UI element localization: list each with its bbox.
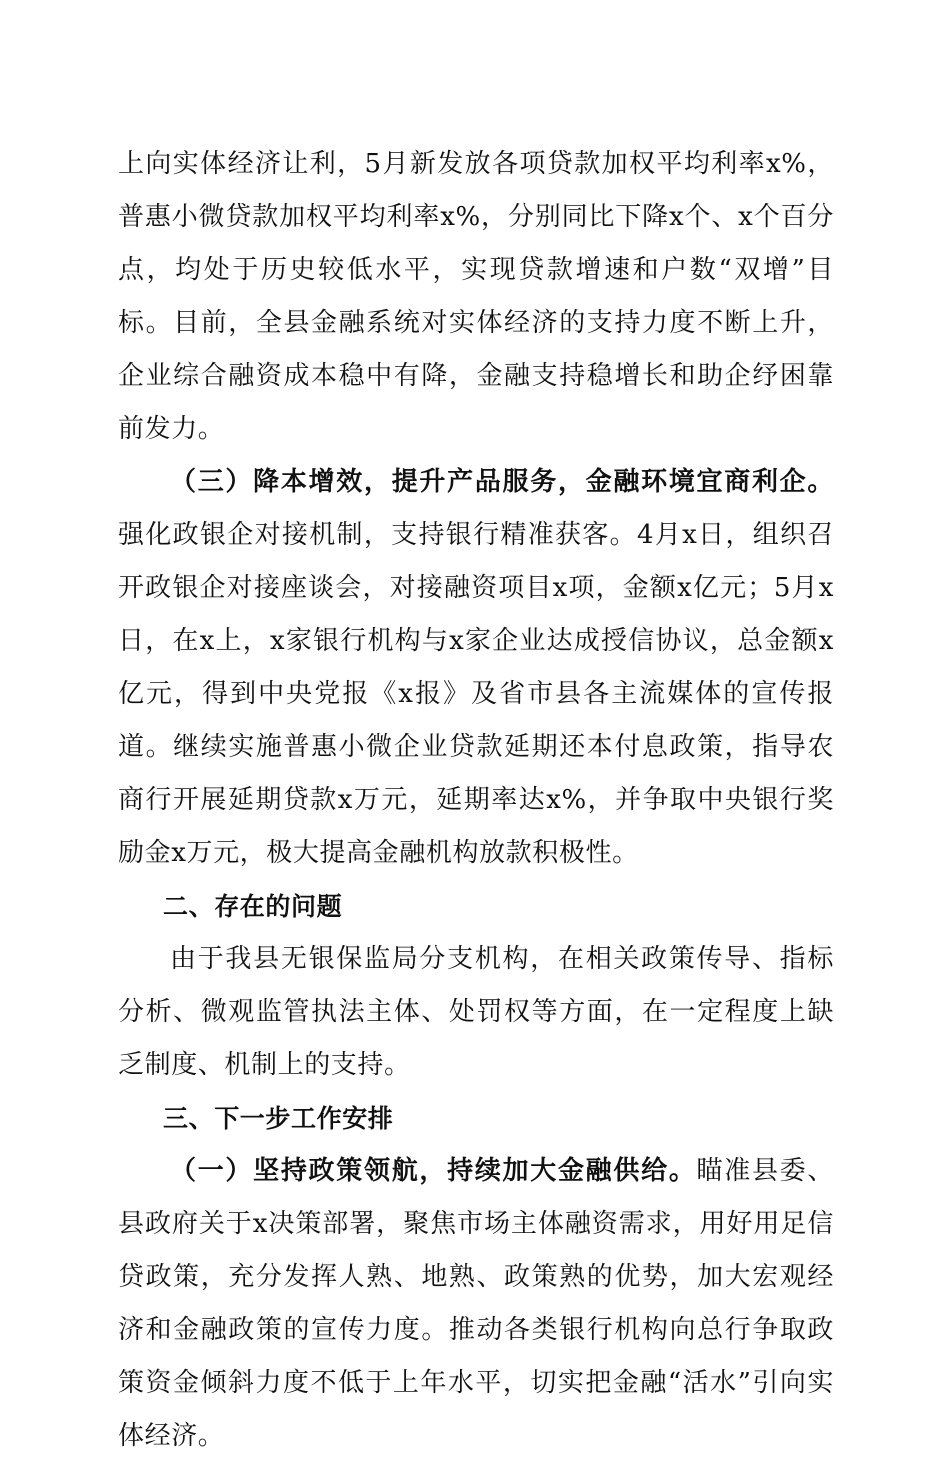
- paragraph-lead-heading: （一）坚持政策领航，持续加大金融供给。: [170, 1156, 697, 1186]
- section-heading-problems: 二、存在的问题: [163, 892, 343, 921]
- paragraph-interest-rates: 上向实体经济让利，5月新发放各项贷款加权平均利率x%，普惠小微贷款加权平均利率x%，分别同比下降x个、x个百分点，均处于历史较低水平，实现贷款增速和户数“双增”目标。目前，全县金融系统对实体经济的支持力度不断上升，企业综合融资成本稳中有降，金融支持稳增长和助企纾困靠前发力。: [118, 149, 834, 444]
- paragraph-lead-heading: （三）降本增效，提升产品服务，金融环境宜商利企。: [170, 467, 834, 497]
- paragraph-body: 瞄准县委、县政府关于x决策部署，聚焦市场主体融资需求，用好用足信贷政策，充分发挥人熟、地熟、政策熟的优势，加大宏观经济和金融政策的宣传力度。推动各类银行机构向总行争取政策资金倾斜力度不低于上年水平，切实把金融“活水”引向实体经济。: [118, 1156, 834, 1451]
- paragraph-problems: 由于我县无银保监局分支机构，在相关政策传导、指标分析、微观监管执法主体、处罚权等方面，在一定程度上缺乏制度、机制上的支持。: [118, 944, 834, 1080]
- document-page: [118, 138, 834, 1463]
- paragraph-body: 强化政银企对接机制，支持银行精准获客。4月x日，组织召开政银企对接座谈会，对接融资项目x项，金额x亿元；5月x日，在x上，x家银行机构与x家企业达成授信协议，总金额x亿元，得到中央党报《x报》及省市县各主流媒体的宣传报道。继续实施普惠小微企业贷款延期还本付息政策，指导农商行开展延期贷款x万元，延期率达x%，并争取中央银行奖励金x万元，极大提高金融机构放款积极性。: [118, 520, 834, 868]
- section-heading-next-steps: 三、下一步工作安排: [163, 1104, 394, 1133]
- paragraph-policy-guidance: [118, 1145, 834, 1463]
- paragraph-cost-reduction: [118, 456, 834, 880]
